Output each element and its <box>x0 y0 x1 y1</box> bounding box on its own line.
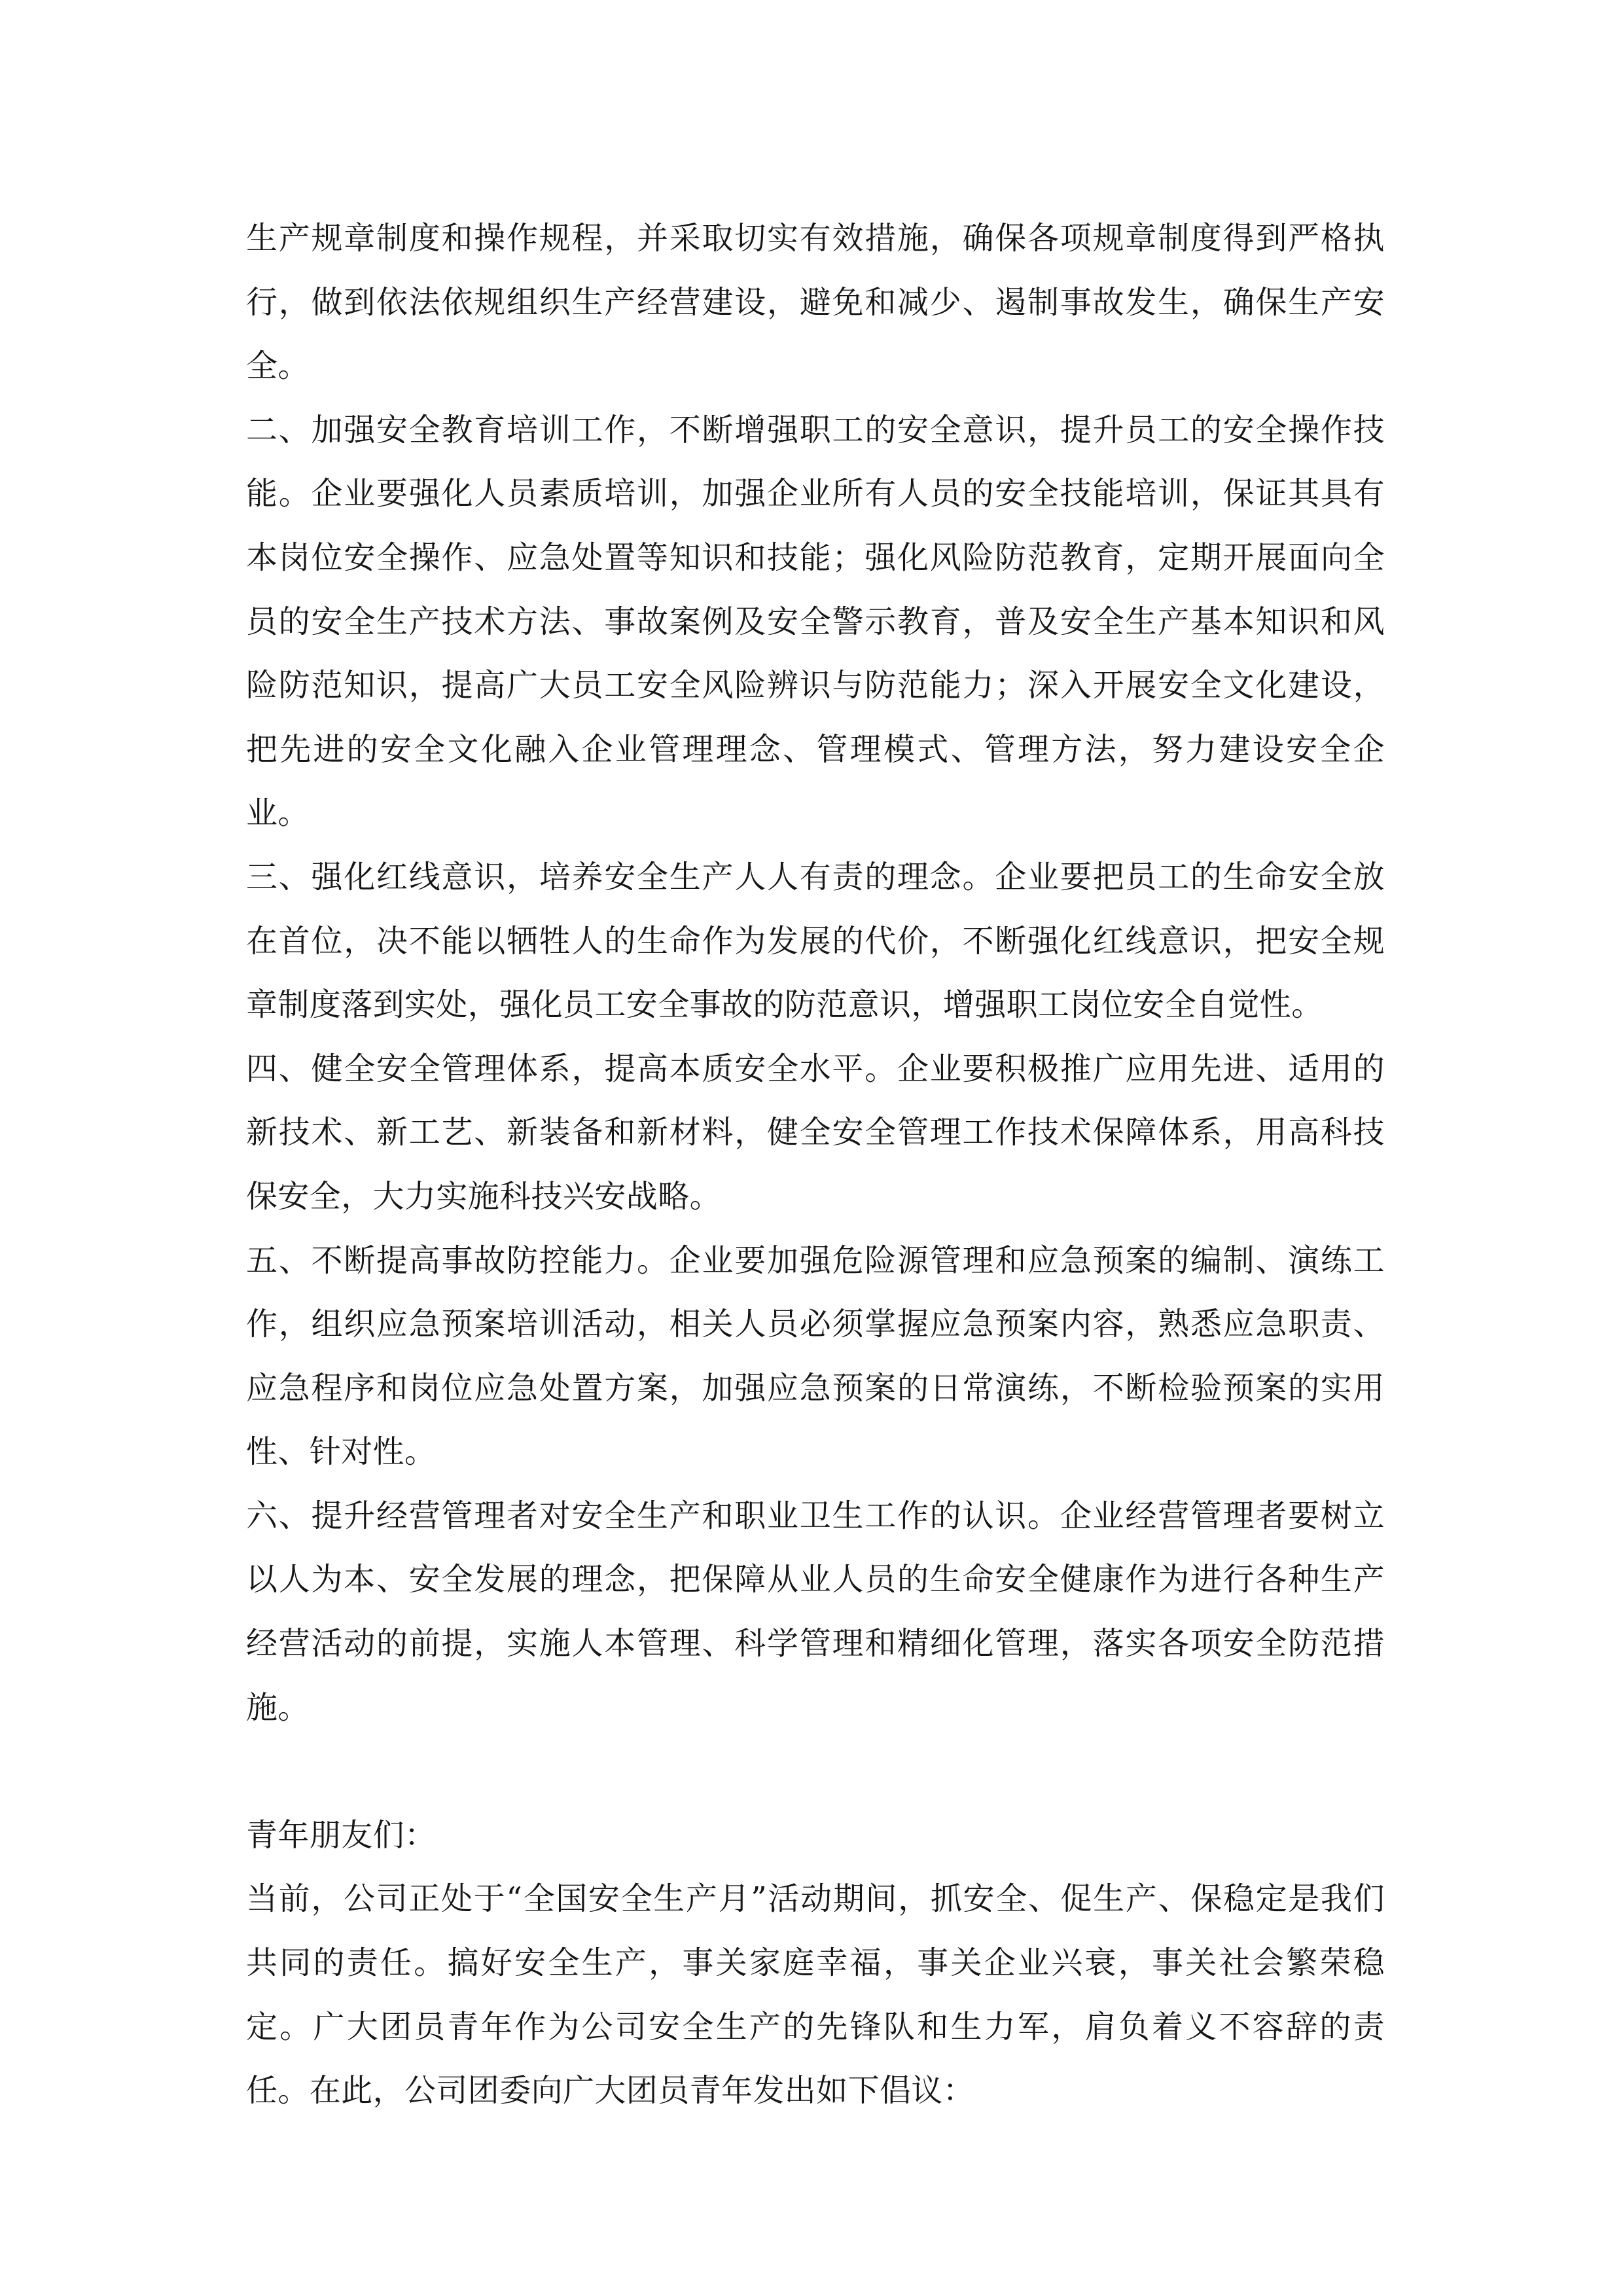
paragraph-initiative-intro: 当前，公司正处于“全国安全生产月”活动期间，抓安全、促生产、保稳定是我们共同的责任。搞好安全生产，事关家庭幸福，事关企业兴衰，事关社会繁荣稳定。广大团员青年作为公司安全生产的先锋队和生力军，肩负着义不容辞的责任。在此，公司团委向广大团员青年发出如下倡议： <box>246 1880 1385 2109</box>
paragraph-item-6-management-awareness: 六、提升经营管理者对安全生产和职业卫生工作的认识。企业经营管理者要树立以人为本、安全发展的理念，把保障从业人员的生命安全健康作为进行各种生产经营活动的前提，实施人本管理、科学管理和精细化管理，落实各项安全防范措施。 <box>246 1497 1385 1726</box>
paragraph-regulations: 生产规章制度和操作规程，并采取切实有效措施，确保各项规章制度得到严格执行，做到依法依规组织生产经营建设，避免和减少、遏制事故发生，确保生产安全。 <box>246 220 1385 385</box>
paragraph-item-5-accident-prevention: 五、不断提高事故防控能力。企业要加强危险源管理和应急预案的编制、演练工作，组织应急预案培训活动，相关人员必须掌握应急预案内容，熟悉应急职责、应急程序和岗位应急处置方案，加强应急预案的日常演练，不断检验预案的实用性、针对性。 <box>246 1242 1385 1471</box>
document-body <box>246 207 1385 2123</box>
paragraph-item-4-management-system: 四、健全安全管理体系，提高本质安全水平。企业要积极推广应用先进、适用的新技术、新工艺、新装备和新材料，健全安全管理工作技术保障体系，用高科技保安全，大力实施科技兴安战略。 <box>246 1050 1385 1215</box>
paragraph-item-2-training: 二、加强安全教育培训工作，不断增强职工的安全意识，提升员工的安全操作技能。企业要强化人员素质培训，加强企业所有人员的安全技能培训，保证其具有本岗位安全操作、应急处置等知识和技能；强化风险防范教育，定期开展面向全员的安全生产技术方法、事故案例及安全警示教育，普及安全生产基本知识和风险防范知识，提高广大员工安全风险辨识与防范能力；深入开展安全文化建设，把先进的安全文化融入企业管理理念、管理模式、管理方法，努力建设安全企业。 <box>246 411 1385 832</box>
paragraph-item-3-redline: 三、强化红线意识，培养安全生产人人有责的理念。企业要把员工的生命安全放在首位，决不能以牺牲人的生命作为发展的代价，不断强化红线意识，把安全规章制度落到实处，强化员工安全事故的防范意识，增强职工岗位安全自觉性。 <box>246 858 1385 1024</box>
paragraph-spacer <box>246 1740 1385 1804</box>
greeting-line: 青年朋友们： <box>246 1816 437 1854</box>
